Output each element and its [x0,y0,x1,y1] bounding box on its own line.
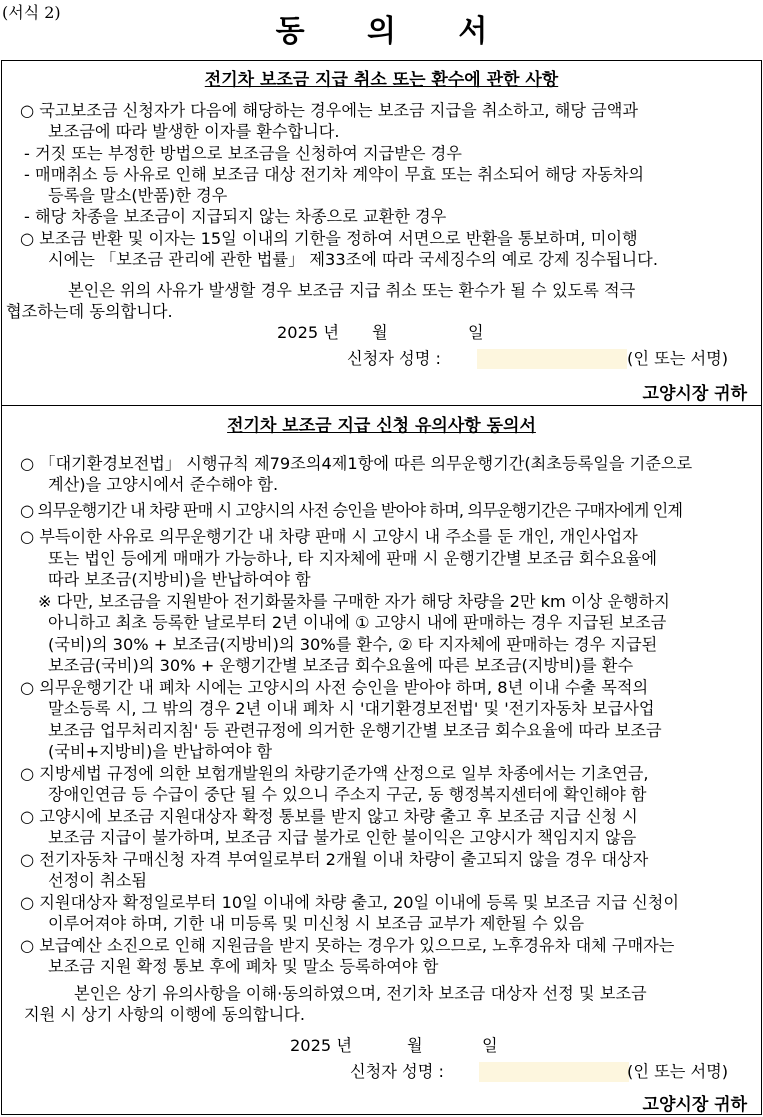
date-month: 월 [407,1036,423,1055]
list-item: - 거짓 또는 부정한 방법으로 보조금을 신청하여 지급받은 경우 [24,144,462,163]
revocation-section [2,61,761,406]
form-number: (서식 2) [2,3,61,22]
list-item: ○ 보급예산 소진으로 인해 지원금을 받지 못하는 경우가 있으므로, 노후경유차 대체 구매자는 [20,936,675,955]
date-year: 2025 년 [277,323,339,342]
list-item: ○ 전기자동차 구매신청 자격 부여일로부터 2개월 이내 차량이 출고되지 않을 경우 대상자 [20,850,649,869]
consent-statement: 협조하는데 동의합니다. [6,302,173,321]
consent-form-frame [1,60,762,1115]
note-item: ※ 다만, 보조금을 지원받아 전기화물차를 구매한 자가 해당 차량을 2만 km 이상 운행하지 [38,592,670,611]
list-item: 보조금 지원 확정 통보 후에 폐차 및 말소 등록하여야 함 [48,957,439,976]
date-day: 일 [482,1036,498,1055]
document-title: 동 의 서 [275,14,514,49]
consent-statement: 본인은 상기 유의사항을 이해·동의하였으며, 전기차 보조금 대상자 선정 및 보조금 [74,984,647,1003]
list-item: 등록을 말소(반품)한 경우 [48,186,228,205]
list-item: 따라 보조금(지방비)을 반납하여야 함 [48,570,311,589]
list-item: (국비+지방비)을 반납하여야 함 [48,742,273,761]
signature-label: (인 또는 서명) [627,1062,729,1081]
list-item: ○ 지원대상자 확정일로부터 10일 이내에 차량 출고, 20일 이내에 등록 및 보조금 지급 신청이 [20,893,680,912]
list-item: 선정이 취소됨 [48,871,147,890]
list-item: 보조금에 따라 발생한 이자를 환수합니다. [48,122,340,141]
note-item: (국비)의 30% + 보조금(지방비)의 30%를 환수, ② 타 지자체에 판매하는 경우 지급된 [48,635,658,654]
note-item: 보조금(국비)의 30% + 운행기간별 보조금 회수요율에 따른 보조금(지방비)를 환수 [48,656,634,675]
list-item: 장애인연금 등 수급이 중단 될 수 있으니 주소지 구군, 동 행정복지센터에 확인해야 함 [48,785,647,804]
list-item: ○ 지방세법 규정에 의한 보험개발원의 차량기준가액 산정으로 일부 차종에서는 기초연금, [20,764,649,783]
consent-statement: 본인은 위의 사유가 발생할 경우 보조금 지급 취소 또는 환수가 될 수 있도록 적극 [68,281,636,300]
note-item: 아니하고 최초 등록한 날로부터 2년 이내에 ① 고양시 내에 판매하는 경우 지급된 보조금 [48,613,667,632]
list-item: - 해당 차종을 보조금이 지급되지 않는 차종으로 교환한 경우 [24,207,447,226]
precautions-section [2,406,761,1114]
list-item: 또는 법인 등에게 매매가 가능하나, 타 지자체에 판매 시 운행기간별 보조금 회수요율에 [48,549,658,568]
list-item: 말소등록 시, 그 밖의 경우 2년 이내 폐차 시 '대기환경보전법' 및 '전기자동차 보급사업 [48,699,655,718]
list-item: 시에는 「보조금 관리에 관한 법률」 제33조에 따라 국세징수의 예로 강제 징수됩니다. [48,250,658,269]
list-item: ○ 국고보조금 신청자가 다음에 해당하는 경우에는 보조금 지급을 취소하고, 해당 금액과 [20,101,639,120]
list-item: - 매매취소 등 사유로 인해 보조금 대상 전기차 계약이 무효 또는 취소되어 해당 자동차의 [24,165,645,184]
addressee: 고양시장 귀하 [642,1095,747,1115]
list-item: ○ 의무운행기간 내 폐차 시에는 고양시의 사전 승인을 받아야 하며, 8년 이내 수출 목적의 [20,678,649,697]
date-day: 일 [468,323,484,342]
section-title: 전기차 보조금 지급 신청 유의사항 동의서 [227,416,536,436]
list-item: ○ 보조금 반환 및 이자는 15일 이내의 기한을 정하여 서면으로 반환을 통보하며, 미이행 [20,229,638,248]
list-item: 보조금 지급이 불가하며, 보조금 지급 불가로 인한 불이익은 고양시가 책임지지 않음 [48,828,637,847]
consent-statement: 지원 시 상기 사항의 이행에 동의합니다. [24,1005,306,1024]
list-item: ○ 「대기환경보전법」 시행규칙 제79조의4제1항에 따른 의무운행기간(최초등록일을 기준으로 [20,454,693,473]
list-item: ○ 부득이한 사유로 의무운행기간 내 차량 판매 시 고양시 내 주소를 둔 개인, 개인사업자 [20,527,638,546]
list-item: 계산)을 고양시에서 준수해야 함. [48,475,279,494]
list-item: 보조금 업무처리지침' 등 관련규정에 의거한 운행기간별 보조금 회수요율에 따라 보조금 [48,721,662,740]
list-item: 이루어져야 하며, 기한 내 미등록 및 미신청 시 보조금 교부가 제한될 수 있음 [48,914,585,933]
signature-label: (인 또는 서명) [627,349,729,368]
section-title: 전기차 보조금 지급 취소 또는 환수에 관한 사항 [204,70,559,90]
list-item: ○ 의무운행기간 내 차량 판매 시 고양시의 사전 승인을 받아야 하며, 의무운행기간은 구매자에게 인계 [20,501,683,520]
applicant-name-label: 신청자 성명 : [347,349,441,368]
date-year: 2025 년 [290,1036,352,1055]
applicant-name-field[interactable] [479,1062,629,1082]
applicant-name-label: 신청자 성명 : [350,1062,444,1081]
addressee: 고양시장 귀하 [642,384,747,404]
applicant-name-field[interactable] [477,349,627,369]
date-month: 월 [372,323,388,342]
list-item: ○ 고양시에 보조금 지원대상자 확정 통보를 받지 않고 차량 출고 후 보조금 지급 신청 시 [20,807,638,826]
